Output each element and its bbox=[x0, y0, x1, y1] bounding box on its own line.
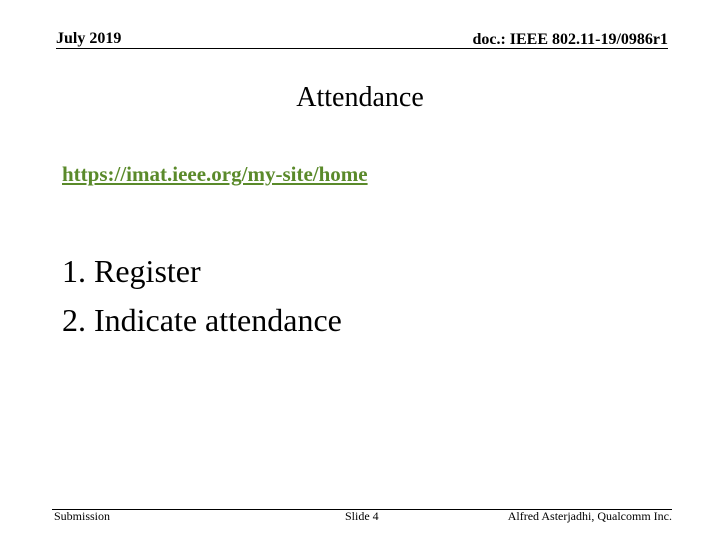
step-register: 1. Register bbox=[62, 253, 201, 289]
header-doc-id: doc.: IEEE 802.11-19/0986r1 bbox=[472, 31, 668, 48]
step-indicate-attendance: 2. Indicate attendance bbox=[62, 302, 342, 338]
slide-title: Attendance bbox=[296, 82, 424, 113]
header-divider bbox=[56, 48, 668, 49]
step-list bbox=[62, 247, 342, 345]
footer-slide-number: Slide 4 bbox=[345, 509, 379, 523]
footer-submission: Submission bbox=[54, 509, 111, 523]
footer-author: Alfred Asterjadhi, Qualcomm Inc. bbox=[507, 509, 672, 523]
attendance-link[interactable]: https://imat.ieee.org/my-site/home bbox=[62, 162, 368, 186]
header-date: July 2019 bbox=[56, 30, 122, 47]
